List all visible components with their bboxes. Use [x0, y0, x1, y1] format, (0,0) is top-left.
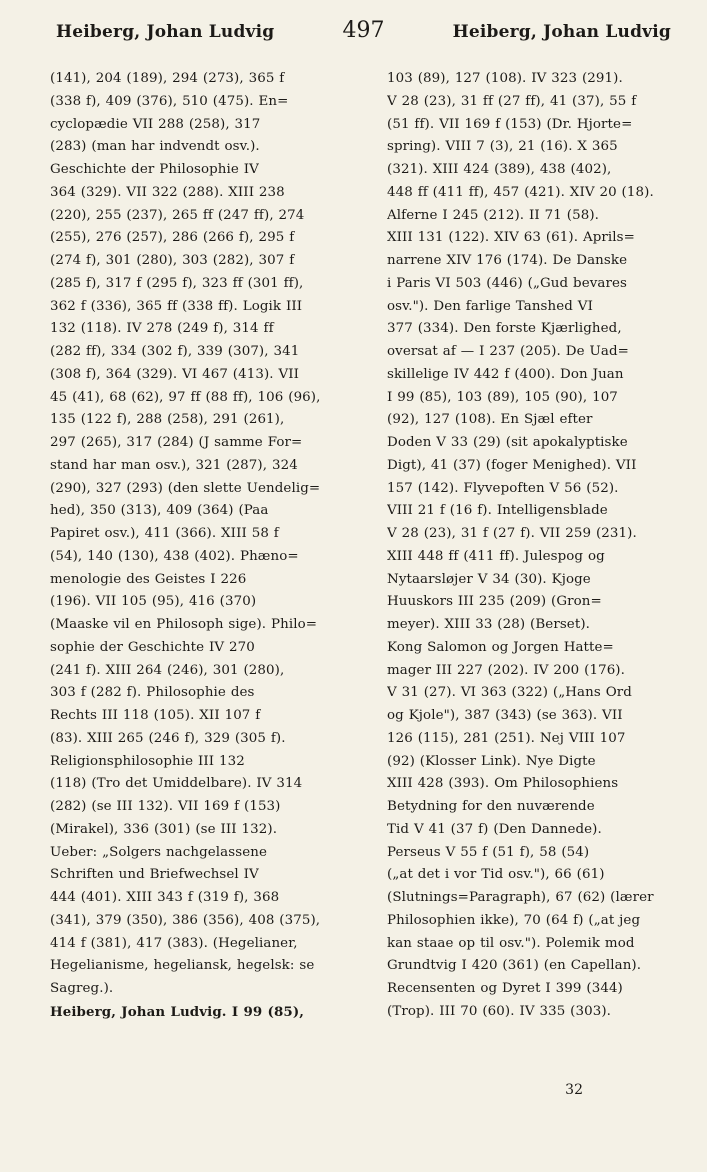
text-line: (Maaske vil en Philosoph sige). Philo=: [50, 617, 318, 632]
text-line: (196). VII 105 (95), 416 (370): [50, 594, 257, 610]
text-line: 132 (118). IV 278 (249 f), 314 ff: [50, 321, 274, 337]
text-line: 364 (329). VII 322 (288). XIII 238: [50, 184, 285, 200]
text-line: Geschichte der Philosophie IV: [50, 162, 259, 177]
text-line: (308 f), 364 (329). VI 467 (413). VII: [50, 366, 300, 382]
text-line: 157 (142). Flyvepoften V 56 (52).: [387, 480, 619, 496]
text-line: 444 (401). XIII 343 f (319 f), 368: [50, 890, 280, 905]
text-line: XIII 448 ff (411 ff). Julespog og: [387, 548, 605, 564]
text-line: V 28 (23), 31 ff (27 ff), 41 (37), 55 f: [387, 93, 637, 109]
text-line: oversat af — I 237 (205). De Uad=: [387, 344, 629, 359]
text-line: Digt), 41 (37) (foger Menighed). VII: [387, 457, 637, 473]
text-line: (282 ff), 334 (302 f), 339 (307), 341: [50, 344, 300, 359]
text-line: Schriften und Briefwechsel IV: [50, 867, 259, 883]
running-head-left: Heiberg, Johan Ludvig: [56, 22, 275, 42]
text-line: 297 (265), 317 (284) (J samme For=: [50, 435, 303, 450]
text-line: narrene XIV 176 (174). De Danske: [387, 253, 628, 268]
text-line: Rechts III 118 (105). XII 107 f: [50, 708, 261, 723]
text-line: V 28 (23), 31 f (27 f). VII 259 (231).: [387, 526, 637, 541]
text-line: 103 (89), 127 (108). IV 323 (291).: [387, 71, 623, 86]
text-line: 45 (41), 68 (62), 97 ff (88 ff), 106 (96),: [50, 389, 321, 405]
text-line: (54), 140 (130), 438 (402). Phæno=: [50, 548, 299, 564]
text-line: 303 f (282 f). Philosophie des: [50, 685, 255, 701]
text-line: (255), 276 (257), 286 (266 f), 295 f: [50, 230, 295, 246]
text-line: (321). XIII 424 (389), 438 (402),: [387, 162, 612, 177]
text-line: og Kjole"), 387 (343) (se 363). VII: [387, 708, 623, 723]
text-line: Heiberg, Johan Ludvig. I 99 (85),: [50, 1003, 305, 1020]
two-column-body: [50, 68, 677, 1024]
text-line: XIII 131 (122). XIV 63 (61). Aprils=: [387, 230, 635, 246]
text-line: (282) (se III 132). VII 169 f (153): [50, 799, 281, 814]
text-line: osv."). Den farlige Tanshed VI: [387, 298, 593, 314]
text-line: Religionsphilosophie III 132: [50, 753, 245, 769]
text-line: VIII 21 f (16 f). Intelligensblade: [387, 503, 608, 519]
text-line: Betydning for den nuværende: [387, 799, 595, 814]
text-line: I 99 (85), 103 (89), 105 (90), 107: [387, 389, 618, 405]
text-line: 377 (334). Den forste Kjærlighed,: [387, 321, 622, 337]
left-column: [50, 68, 340, 1024]
text-line: (274 f), 301 (280), 303 (282), 307 f: [50, 253, 295, 268]
text-line: (Mirakel), 336 (301) (se III 132).: [50, 821, 278, 837]
text-line: kan staae op til osv."). Polemik mod: [387, 935, 635, 951]
text-line: XIII 428 (393). Om Philosophiens: [387, 776, 619, 792]
text-line: 414 f (381), 417 (383). (Hegelianer,: [50, 935, 298, 951]
text-line: (220), 255 (237), 265 ff (247 ff), 274: [50, 207, 305, 223]
running-head-right: Heiberg, Johan Ludvig: [452, 22, 671, 42]
text-line: (285 f), 317 f (295 f), 323 ff (301 ff),: [50, 275, 304, 291]
text-line: Papiret osv.), 411 (366). XIII 58 f: [50, 526, 279, 541]
text-line: mager III 227 (202). IV 200 (176).: [387, 662, 625, 678]
text-line: Recensenten og Dyret I 399 (344): [387, 981, 623, 996]
page-header: [50, 18, 677, 48]
text-line: (141), 204 (189), 294 (273), 365 f: [50, 71, 285, 86]
text-line: V 31 (27). VI 363 (322) („Hans Ord: [387, 685, 632, 701]
text-line: (92) (Klosser Link). Nye Digte: [387, 753, 596, 769]
page-number: 497: [342, 18, 385, 43]
text-line: Perseus V 55 f (51 f), 58 (54): [387, 844, 590, 860]
right-column: [387, 68, 677, 1024]
text-line: hed), 350 (313), 409 (364) (Paa: [50, 503, 269, 519]
text-line: Doden V 33 (29) (sit apokalyptiske: [387, 435, 628, 450]
text-line: („at det i vor Tid osv."), 66 (61): [387, 867, 605, 883]
text-line: (290), 327 (293) (den slette Uendelig=: [50, 480, 321, 496]
text-line: 362 f (336), 365 ff (338 ff). Logik III: [50, 298, 303, 314]
text-line: (51 ff). VII 169 f (153) (Dr. Hjorte=: [387, 116, 633, 132]
text-line: spring). VIII 7 (3), 21 (16). X 365: [387, 139, 618, 155]
text-line: Huuskors III 235 (209) (Gron=: [387, 594, 602, 610]
text-line: (Trop). III 70 (60). IV 335 (303).: [387, 1003, 612, 1019]
text-line: 448 ff (411 ff), 457 (421). XIV 20 (18).: [387, 184, 654, 200]
text-line: menologie des Geistes I 226: [50, 571, 247, 587]
text-line: (118) (Tro det Umiddelbare). IV 314: [50, 776, 303, 792]
text-line: sophie der Geschichte IV 270: [50, 639, 255, 655]
text-line: skillelige IV 442 f (400). Don Juan: [387, 366, 624, 382]
text-line: Ueber: „Solgers nachgelassene: [50, 844, 267, 860]
text-line: Sagreg.).: [50, 981, 114, 996]
text-line: 126 (115), 281 (251). Nej VIII 107: [387, 730, 626, 746]
text-line: (283) (man har indvendt osv.).: [50, 139, 260, 155]
text-line: Philosophien ikke), 70 (64 f) („at jeg: [387, 912, 641, 928]
text-line: (341), 379 (350), 386 (356), 408 (375),: [50, 912, 321, 928]
text-line: (338 f), 409 (376), 510 (475). En=: [50, 93, 289, 109]
text-line: meyer). XIII 33 (28) (Berset).: [387, 617, 590, 632]
text-line: cyclopædie VII 288 (258), 317: [50, 116, 261, 132]
text-line: (Slutnings=Paragraph), 67 (62) (lærer: [387, 890, 654, 905]
text-line: i Paris VI 503 (446) („Gud bevares: [387, 275, 627, 291]
text-line: 135 (122 f), 288 (258), 291 (261),: [50, 412, 285, 428]
text-line: Tid V 41 (37 f) (Den Dannede).: [387, 821, 602, 837]
text-line: Kong Salomon og Jorgen Hatte=: [387, 639, 614, 655]
text-line: (92), 127 (108). En Sjæl efter: [387, 412, 593, 428]
text-line: Grundtvig I 420 (361) (en Capellan).: [387, 958, 642, 974]
text-line: Alferne I 245 (212). II 71 (58).: [387, 207, 599, 223]
text-line: (83). XIII 265 (246 f), 329 (305 f).: [50, 730, 286, 746]
text-line: stand har man osv.), 321 (287), 324: [50, 457, 298, 473]
text-line: (241 f). XIII 264 (246), 301 (280),: [50, 662, 285, 678]
text-line: Nytaarsløjer V 34 (30). Kjoge: [387, 571, 591, 587]
signature-mark: 32: [565, 1082, 583, 1098]
text-line: Hegelianisme, hegeliansk, hegelsk: se: [50, 958, 315, 974]
